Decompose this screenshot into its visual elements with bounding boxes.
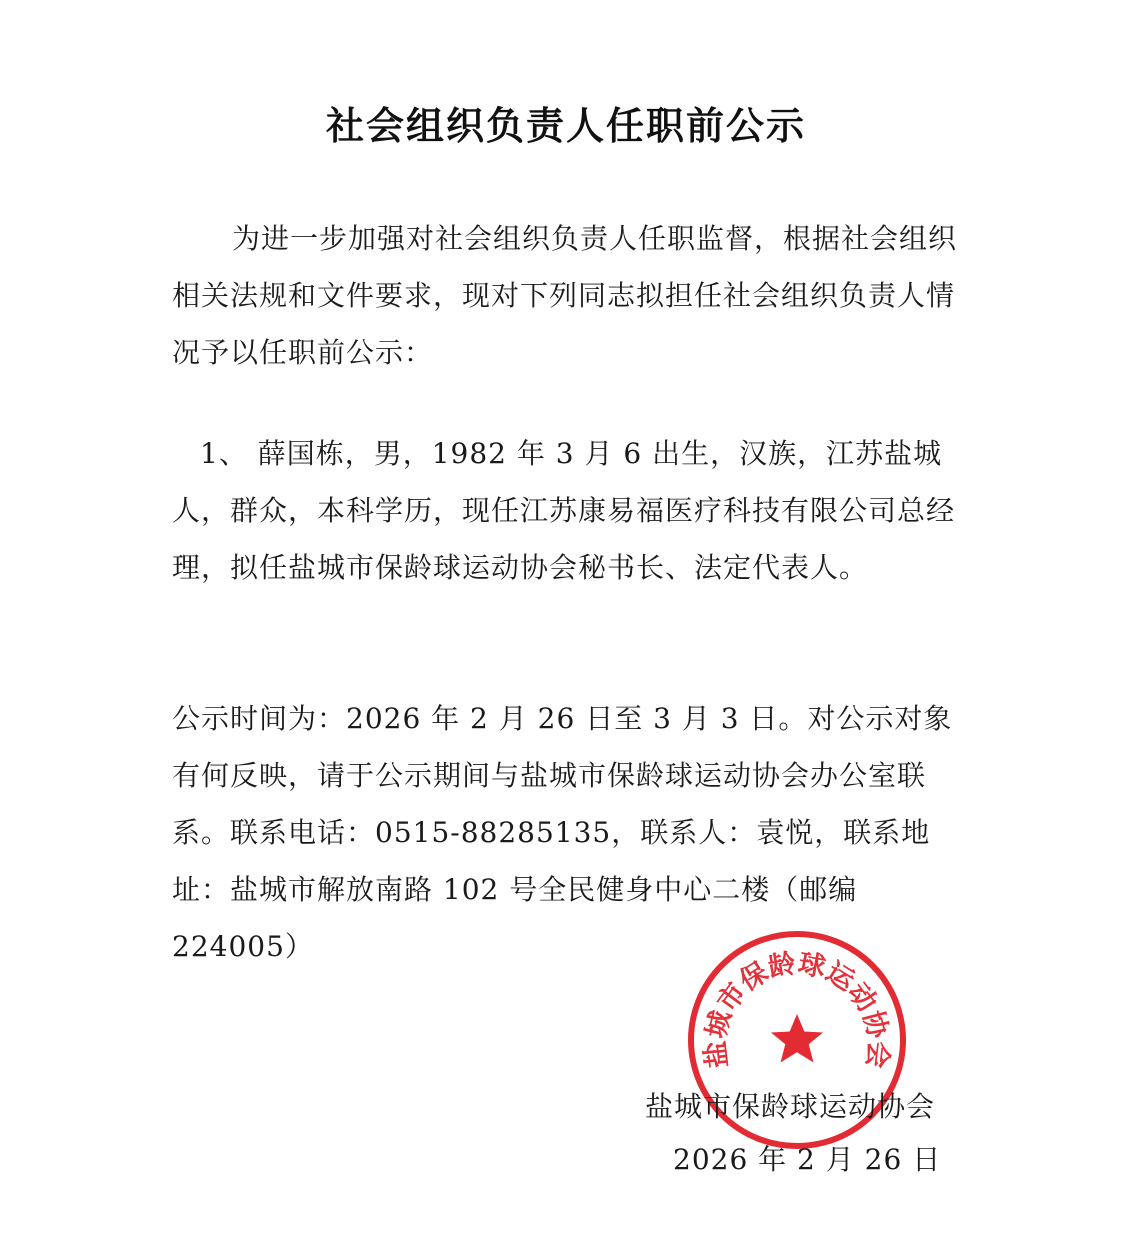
candidate-paragraph: 1、 薛国栋，男，1982 年 3 月 6 出生，汉族，江苏盐城人，群众，本科学历，现任江苏康易福医疗科技有限公司总经理，拟任盐城市保龄球运动协会秘书长、法定代表人。 xyxy=(172,437,956,584)
star-icon xyxy=(771,1014,823,1063)
intro-paragraph: 为进一步加强对社会组织负责人任职监督，根据社会组织相关法规和文件要求，现对下列同志拟担任社会组织负责人情况予以任职前公示： xyxy=(172,222,958,369)
signature-date: 2026 年 2 月 26 日 xyxy=(673,1143,942,1176)
seal-text: 盐城市保龄球运动协会 xyxy=(700,948,894,1070)
document-title: 社会组织负责人任职前公示 xyxy=(325,104,806,148)
notice-paragraph: 公示时间为：2026 年 2 月 26 日至 3 月 3 日。对公示对象有何反映，请于公示期间与盐城市保龄球运动协会办公室联系。联系电话：0515-88285135，联系人：袁悦，联系地址：盐城市解放南路 102 号全民健身中心二楼（邮编 224005） xyxy=(172,702,953,963)
signature-organization: 盐城市保龄球运动协会 xyxy=(645,1090,936,1123)
